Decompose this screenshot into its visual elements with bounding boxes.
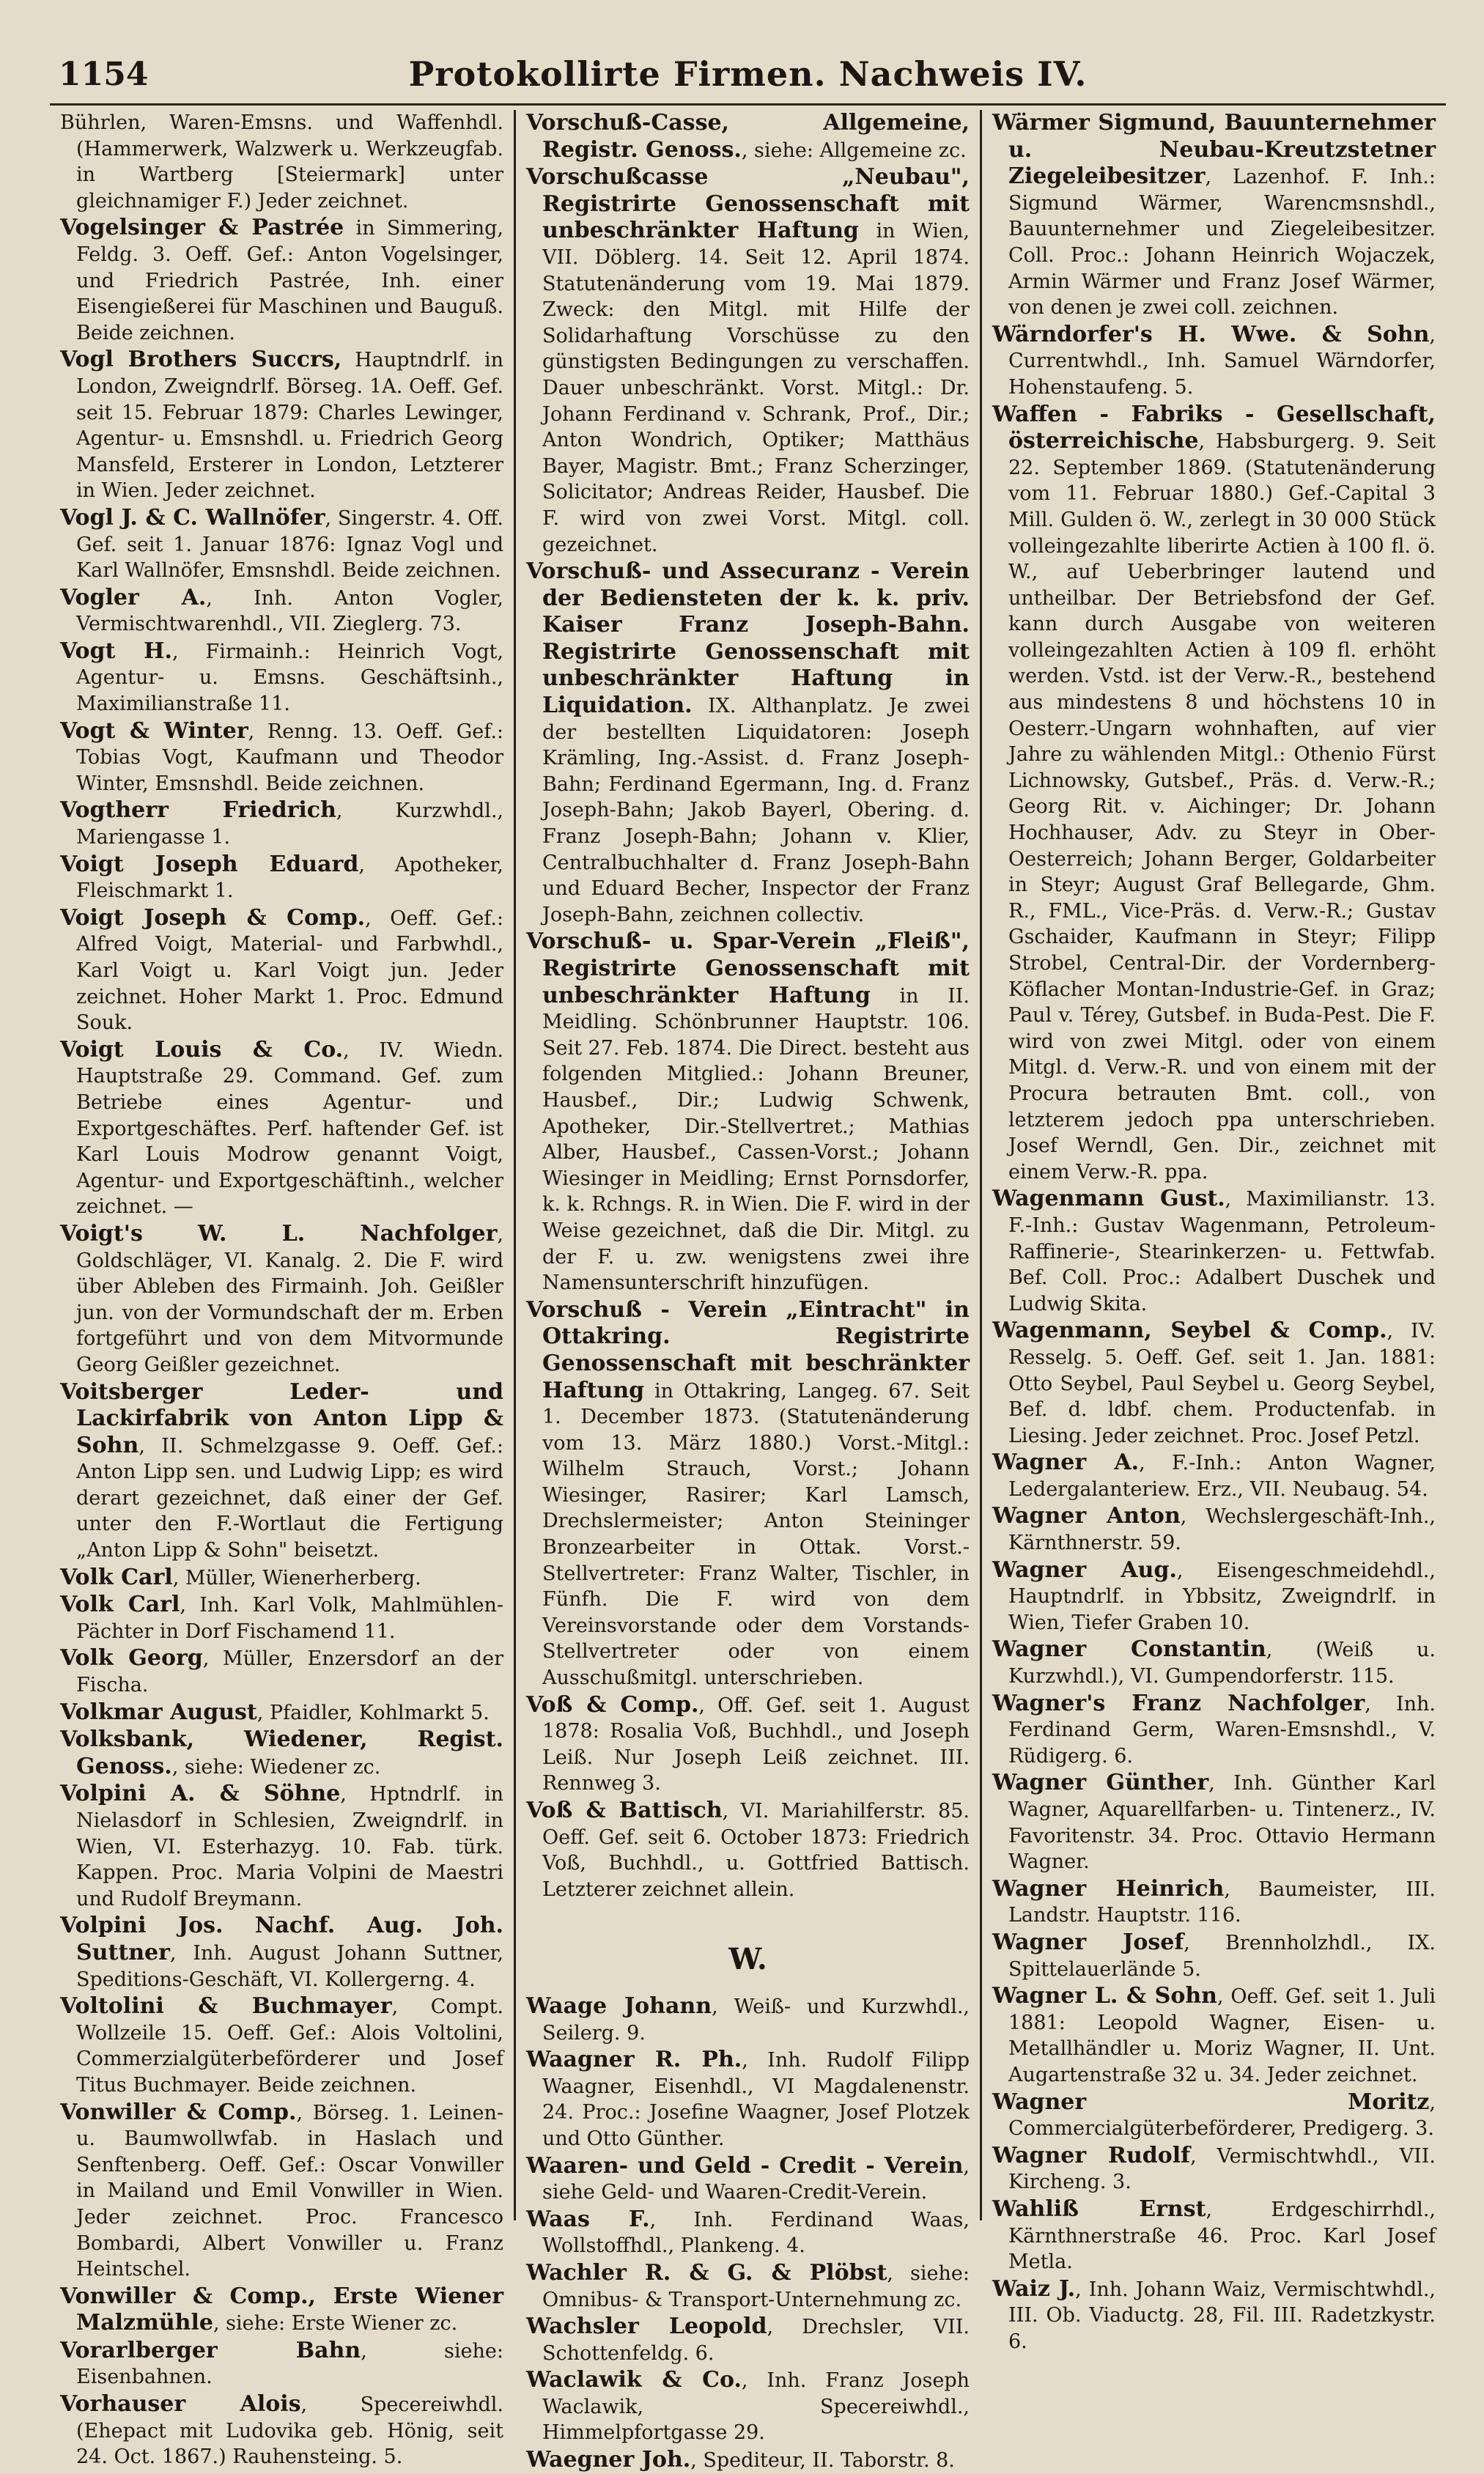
entry-details: , Maximilianstr. 13. F.-Inh.: Gustav Wagenmann, Petroleum-Raffinerie-, Stearinkerzen- u. Fettwfab. Bef. Coll. Proc.: Adalbert Duschek und Ludwig Skita. (1008, 1188, 1436, 1315)
directory-entry (992, 2196, 1436, 2275)
entry-details: , siehe Geld- und Waaren-Credit-Verein. (542, 2154, 970, 2204)
firm-name: Vorarlberger Bahn (60, 2337, 361, 2363)
entry-details: , II. Schmelzgasse 9. Oeff. Gef.: Anton Lipp sen. und Ludwig Lipp; es wird derart gezeichnet, daß einer der Gef. unter den F.-Wortlaut die Fertigung „Anton Lipp & Sohn" beisetzt. (76, 1434, 503, 1562)
entry-details: Bührlen, Waren-Emsns. und Waffenhdl. (Hammerwerk, Walzwerk u. Werkzeugfab. in Wartberg [Steiermark] unter gleichnamiger F.) Jeder zeichnet. (60, 111, 503, 213)
entry-details: , Inh. Karl Volk, Mahlmühlen-Pächter in Dorf Fischamend 11. (76, 1594, 503, 1643)
firm-name: Wagner Rudolf (992, 2142, 1191, 2168)
firm-name: Volpini A. & Söhne (60, 1781, 341, 1807)
columns (50, 110, 1446, 2473)
directory-entry (60, 2338, 503, 2390)
entry-details: , Lazenhof. F. Inh.: Sigmund Wärmer, Warencmsnshdl., Bauunternehmer und Ziegeleibesitzer. Coll. Proc.: Johann Heinrich Wojaczek, Armin Wärmer und Franz Josef Wärmer, von denen je zwei coll. zeichnen. (1008, 166, 1436, 320)
firm-name: Volksbank, Wiedener, Regist. Genoss. (60, 1727, 503, 1779)
directory-entry (60, 1993, 503, 2098)
entry-details: , siehe: Omnibus- & Transport-Unternehmung zc. (542, 2261, 970, 2311)
firm-name: Wahliß Ernst (992, 2196, 1206, 2222)
entry-details: , Weiß- und Kurzwhdl., Seilerg. 9. (542, 1995, 970, 2045)
page-header (50, 51, 1446, 110)
directory-entry (60, 1565, 503, 1592)
entry-details: , Habsburgerg. 9. Seit 22. September 1869. (Statutenänderung vom 11. Februar 1880.) Gef.-Capital 3 Mill. Gulden ö. W., zerlegt in 30 000 Stück volleingezahlte liberirte Actien à 100 fl. ö. W., auf Ueberbringer lautend und untheilbar. Der Betriebsfond der Gef. kann durch Ausgabe von weiteren volleingezahlten Actien à 109 fl. erhöht werden. Vstd. ist der Verw.-R., bestehend aus mindestens 8 und höchstens 10 in Oesterr.-Ungarn wohnhaften, auf vier Jahre zu wählenden Mitgl.: Othenio Fürst Lichnowsky, Gutsbef., Präs. d. Verw.-R.; Georg Rit. v. Aichinger; Dr. Johann Hochhauser, Adv. zu Steyr in Ober-Oesterreich; Johann Berger, Goldarbeiter in Steyr; August Graf Bellegarde, Ghm. R., FML., Vice-Präs. d. Verw.-R.; Gustav Gschaider, Kaufmann in Steyr; Filipp Strobel, Central-Dir. der Vordernberg-Köflacher Montan-Industrie-Gef. in Graz; Paul v. Térey, Gutsbef. in Buda-Pest. Die F. wird von zwei Mitgl. oder von einem Mitgl. d. Verw.-R. und von einem mit der Procura betrauten Bmt. coll., von letzterem jedoch ppa unterschrieben. Josef Werndl, Gen. Dir., zeichnet mit einem Verw.-R. ppa. (1008, 430, 1436, 1184)
directory-entry (992, 1770, 1436, 1875)
entry-details: Hauptndrlf. in London, Zweigndrlf. Börseg. 1A. Oeff. Gef. seit 15. Februar 1879: Charles Lewinger, Agentur- u. Emsnshdl. u. Friedrich Georg Mansfeld, Ersterer in London, Letzterer in Wien. Jeder zeichnet. (76, 349, 503, 503)
directory-entry (60, 2283, 503, 2337)
entry-details: IX. Althanplatz. Je zwei der bestellten Liquidatoren: Joseph Krämling, Ing.-Assist. d. Franz Joseph-Bahn; Ferdinand Egermann, Ing. d. Franz Joseph-Bahn; Jakob Bayerl, Obering. d. Franz Joseph-Bahn; Johann v. Klier, Centralbuchhalter d. Franz Joseph-Bahn und Eduard Becher, Inspector der Franz Joseph-Bahn, zeichnen collectiv. (542, 695, 970, 926)
directory-entry (992, 2143, 1436, 2196)
entry-details: , Currentwhdl., Inh. Samuel Wärndorfer, Hohenstaufeng. 5. (1008, 323, 1436, 399)
firm-name: Voigt Louis & Co. (60, 1036, 344, 1063)
directory-entry (60, 2391, 503, 2470)
entry-details: , Inh. Anton Vogler, Vermischtwarenhdl., VII. Zieglerg. 73. (76, 586, 504, 636)
firm-name: Waiz J. (992, 2275, 1076, 2302)
firm-name: Volk Carl (60, 1592, 180, 1618)
directory-entry (60, 1727, 503, 1780)
firm-name: Wagenmann Gust. (992, 1186, 1225, 1212)
directory-entry (526, 2260, 970, 2313)
running-title: Protokollirte Firmen. Nachweis IV. (408, 54, 1088, 94)
entry-details: , Wechslergeschäft-Inh., Kärnthnerstr. 59. (1008, 1505, 1436, 1555)
firm-name: Waaren- und Geld - Credit - Verein (526, 2152, 964, 2179)
firm-name: Wagner Constantin (992, 1636, 1266, 1663)
entry-details: , Vermischtwhdl., VII. Kircheng. 3. (1008, 2144, 1436, 2194)
directory-entry (992, 1983, 1436, 2088)
entry-details: , Spediteur, II. Taborstr. 8. (690, 2449, 955, 2473)
firm-name: Wagner Heinrich (992, 1875, 1225, 1902)
directory-entry (60, 2100, 503, 2283)
firm-name: Waffen - Fabriks - Gesellschaft, österreichische (992, 401, 1436, 454)
firm-name: Wachler R. & G. & Plöbst (526, 2259, 887, 2286)
firm-name: Volk Carl (60, 1564, 173, 1590)
entry-details: , Baumeister, III. Landstr. Hauptstr. 116. (1008, 1877, 1436, 1927)
directory-entry (60, 1221, 503, 1378)
directory-entry (60, 905, 503, 1036)
entry-details: , siehe: Erste Wiener zc. (213, 2312, 458, 2335)
directory-entry (526, 164, 970, 558)
firm-name: Volpini Jos. Nachf. Aug. Joh. Suttner (60, 1913, 503, 1965)
firm-name: Voltolini & Buchmayer (60, 1993, 392, 2020)
firm-name: Wärmer Sigmund, Bauunternehmer u. Neubau-Kreutzstetner Ziegeleibesitzer (992, 110, 1436, 190)
entry-details: , Inh. Ferdinand Germ, Waren-Emsnshdl., V. Rüdigerg. 6. (1008, 1692, 1436, 1768)
entry-details: , IV. Resselg. 5. Oeff. Gef. seit 1. Jan. 1881: Otto Seybel, Paul Seybel u. Georg Seybel, Bef. d. ldbf. chem. Productenfab. in Liesing. Jeder zeichnet. Proc. Josef Petzl. (1008, 1320, 1436, 1447)
directory-entry (526, 1993, 970, 2046)
entry-details: , Inh. Johann Waiz, Vermischtwhdl., III. Ob. Viaductg. 28, Fil. III. Radetzkystr. 6. (1008, 2278, 1436, 2353)
entry-details: , Kurzwhdl., Mariengasse 1. (76, 800, 503, 849)
entry-details: , Renng. 13. Oeff. Gef.: Tobias Vogt, Kaufmann und Theodor Winter, Emsnshdl. Beide zeichnen. (76, 720, 503, 795)
firm-name: Vogl J. & C. Wallnöfer (60, 504, 325, 531)
directory-entry (60, 718, 503, 797)
directory-entry (60, 1781, 503, 1912)
entry-details: , Inh. Rudolf Filipp Waagner, Eisenhdl., VI Magdalenenstr. 24. Proc.: Josefine Waagner, Josef Plotzek und Otto Günther. (542, 2049, 970, 2150)
entry-details: , siehe: Eisenbahnen. (76, 2339, 503, 2389)
directory-entry (526, 2367, 970, 2446)
firm-name: Voigt Joseph Eduard (60, 851, 359, 877)
entry-details: , Drechsler, VII. Schottenfeldg. 6. (542, 2316, 970, 2365)
directory-entry (526, 1798, 970, 1902)
firm-name: Voß & Comp. (526, 1691, 699, 1718)
firm-name: Wagner Aug. (992, 1557, 1177, 1583)
entry-details: , Compt. Wollzeile 15. Oeff. Gef.: Alois Voltolini, Commerzialgüterbeförderer und Josef Titus Buchmayer. Beide zeichnen. (76, 1995, 503, 2097)
entry-details: in Ottakring, Langeg. 67. Seit 1. December 1873. (Statutenänderung vom 13. März 1880.) Vorst.-Mitgl.: Wilhelm Strauch, Vorst.; Johann Wiesinger, Rasirer; Karl Lamsch, Drechslermeister; Anton Steininger Bronzearbeiter in Ottak. Vorst.-Stellvertreter: Franz Walter, Tischler, in Fünfh. Die F. wird von dem Vereinsvorstande oder dem Vorstands-Stellvertreter oder von einem Ausschußmitgl. unterschrieben. (542, 1379, 970, 1690)
entry-details: , siehe: Allgemeine zc. (741, 139, 967, 162)
firm-name: Waage Johann (526, 1993, 712, 2019)
directory-entry (992, 1636, 1436, 1689)
directory-entry (526, 2207, 970, 2259)
firm-name: Waegner Joh. (526, 2447, 691, 2473)
entry-details: , Off. Gef. seit 1. August 1878: Rosalia Voß, Buchhdl., und Joseph Leiß. Nur Joseph Leiß zeichnet. III. Rennweg 3. (542, 1694, 970, 1795)
firm-name: Voigt Joseph & Comp. (60, 904, 366, 931)
firm-name: Wagner A. (992, 1450, 1140, 1476)
entry-details: , siehe: Wiedener zc. (171, 1755, 381, 1779)
directory-entry (526, 2047, 970, 2152)
firm-name: Waagner R. Ph. (526, 2047, 742, 2073)
entry-details: in Simmering, Feldg. 3. Oeff. Gef.: Anton Vogelsinger, und Friedrich Pastrée, Inh. einer Eisengießerei für Maschinen und Bauguß. Beide zeichnen. (76, 217, 503, 344)
directory-entry (526, 110, 970, 163)
directory-entry (992, 2089, 1436, 2142)
entry-details: in Wien, VII. Döblerg. 14. Seit 12. April 1874. Statutenänderung vom 19. Mai 1879. Zweck: den Mitgl. mit Hilfe der Solidarhaftung Vorschüsse zu den günstigsten Bedingungen zu verschaffen. Dauer unbeschränkt. Vorst. Mitgl.: Dr. Johann Ferdinand v. Schrank, Prof., Dir.; Anton Wondrich, Optiker; Matthäus Bayer, Magistr. Bmt.; Franz Scherzinger, Solicitator; Andreas Reider, Hausbef. Die F. wird von zwei Vorst. Mitgl. coll. gezeichnet. (542, 220, 970, 556)
directory-entry (60, 1592, 503, 1644)
directory-entry (992, 1876, 1436, 1929)
directory-entry (992, 1557, 1436, 1636)
entry-details: , Inh. August Johann Suttner, Speditions-Geschäft, VI. Kollergerng. 4. (76, 1941, 503, 1991)
entry-details: , IV. Wiedn. Hauptstraße 29. Command. Gef. zum Betriebe eines Agentur- und Exportgeschäftes. Perf. haftender Gef. ist Karl Louis Modrow genannt Voigt, Agentur- und Exportgeschäftinh., welcher zeichnet. — (76, 1038, 504, 1219)
firm-name: Vorschußcasse „Neubau", Registrirte Genossenschaft mit unbeschränkter Haftung (526, 164, 970, 244)
directory-entry (992, 1691, 1436, 1770)
entry-details: , Erdgeschirrhdl., Kärnthnerstraße 46. Proc. Karl Josef Metla. (1008, 2198, 1436, 2274)
entry-details: , Oeff. Gef.: Alfred Voigt, Material- und Farbwhdl., Karl Voigt u. Karl Voigt jun. Jeder zeichnet. Hoher Markt 1. Proc. Edmund Souk. (76, 906, 504, 1035)
entry-details: , VI. Mariahilferstr. 85. Oeff. Gef. seit 6. October 1873: Friedrich Voß, Buchhdl., u. Gottfried Battisch. Letzterer zeichnet allein. (542, 1800, 970, 1901)
entry-details: , Müller, Enzersdorf an der Fischa. (76, 1647, 503, 1697)
entry-details: , Inh. Ferdinand Waas, Wollstoffhdl., Plankeng. 4. (542, 2208, 970, 2258)
column-3 (980, 110, 1446, 2353)
firm-name: Vogler A. (60, 584, 207, 610)
entry-details: , Hptndrlf. in Nielasdorf in Schlesien, Zweigndrlf. in Wien, VI. Esterhazyg. 10. Fab. türk. Kappen. Proc. Maria Volpini de Maestri und Rudolf Breymann. (76, 1783, 503, 1910)
directory-entry (526, 2153, 970, 2206)
directory-entry (526, 2447, 970, 2474)
firm-name: Vorschuß- und Assecuranz - Verein der Bediensteten der k. k. priv. Kaiser Franz Joseph-Bahn. Registrirte Genossenschaft mit unbeschränkter Haftung in Liquidation. (526, 558, 970, 719)
firm-name: Vogt H. (60, 638, 172, 664)
entry-details: , Pfaidler, Kohlmarkt 5. (256, 1701, 490, 1724)
firm-name: Vorschuß - Verein „Eintracht" in Ottakring. Registrirte Genossenschaft mit beschränkter Haftung (526, 1296, 970, 1403)
page-number: 1154 (59, 56, 149, 93)
directory-entry (60, 797, 503, 850)
entry-details: , Brennholzhdl., IX. Spittelauerlände 5. (1008, 1931, 1436, 1981)
firm-name: Vonwiller & Comp., Erste Wiener Malzmühle (60, 2283, 503, 2336)
firm-name: Wagner Günther (992, 1770, 1209, 1796)
entry-details: , Firmainh.: Heinrich Vogt, Agentur- u. Emsns. Geschäftsinh., Maximilianstraße 11. (76, 640, 503, 716)
directory-entry (60, 852, 503, 904)
directory-entry (60, 1037, 503, 1220)
firm-name: Vorschuß-Casse, Allgemeine, Registr. Genoss. (526, 110, 970, 163)
entry-details: , Börseg. 1. Leinen- u. Baumwollwfab. in Haslach und Senftenberg. Oeff. Gef.: Oscar Vonwiller in Mailand und Emil Vonwiller in Wien. Jeder zeichnet. Proc. Francesco Bombardi, Albert Vonwiller u. Franz Heintschel. (76, 2101, 504, 2281)
firm-name: Vogl Brothers Succrs, (60, 347, 342, 373)
firm-name: Vorhauser Alois (60, 2391, 301, 2418)
directory-entry (526, 1692, 970, 1797)
directory-entry (526, 1297, 970, 1691)
entry-details: , Goldschläger, VI. Kanalg. 2. Die F. wird über Ableben des Firmainh. Joh. Geißler jun. von der Vormundschaft der m. Erben fortgeführt und von dem Mitvormunde Georg Geißler gezeichnet. (76, 1222, 503, 1376)
entry-details: , Inh. Günther Karl Wagner, Aquarellfarben- u. Tintenerz., IV. Favoritenstr. 34. Proc. Ottavio Hermann Wagner. (1008, 1772, 1436, 1874)
directory-entry (60, 638, 503, 717)
section-letter: W. (728, 1942, 767, 1977)
directory-entry (60, 1699, 503, 1727)
directory-entry (60, 1379, 503, 1564)
entry-details: , (Weiß u. Kurzwhdl.), VI. Gumpendorferstr. 115. (1008, 1639, 1436, 1688)
entry-details: , Müller, Wienerherberg. (172, 1566, 421, 1589)
directory-entry (526, 928, 970, 1296)
directory-entry (60, 347, 503, 504)
firm-name: Volk Georg (60, 1645, 203, 1672)
directory-entry (60, 110, 503, 214)
entry-details: , Inh. Franz Joseph Waclawik, Specereiwhdl., Himmelpfortgasse 29. (542, 2369, 970, 2445)
entry-details: , Oeff. Gef. seit 1. Juli 1881: Leopold Wagner, Eisen- u. Metallhändler u. Moriz Wagner, II. Unt. Augartenstraße 32 u. 34. Jeder zeichnet. (1008, 1985, 1436, 2086)
firm-name: Voß & Battisch (526, 1798, 723, 1823)
firm-name: Wagner Josef (992, 1929, 1184, 1955)
firm-name: Vorschuß- u. Spar-Verein „Fleiß", Registrirte Genossenschaft mit unbeschränkter Haftung (526, 928, 970, 1008)
entry-details: , Singerstr. 4. Off. Gef. seit 1. Januar 1876: Ignaz Vogl und Karl Wallnöfer, Emsnshdl. Beide zeichnen. (76, 506, 503, 583)
firm-name: Vogelsinger & Pastrée (60, 215, 344, 241)
firm-name: Wagner's Franz Nachfolger (992, 1690, 1365, 1716)
entry-details: in II. Meidling. Schönbrunner Hauptstr. 106. Seit 27. Feb. 1874. Die Direct. besteht aus folgenden Mitglied.: Johann Breuner, Hausbef., Dir.; Ludwig Schwenk, Apotheker, Dir.-Stellvertret.; Mathias Alber, Hausbef., Cassen-Vorst.; Johann Wiesinger in Meidling; Ernst Pornsdorfer, k. k. Rchngs. R. in Wien. Die F. wird in der Weise gezeichnet, daß die Dir. Mitgl. zu der F. u. zw. wenigstens zwei ihre Namensunterschrift hinzufügen. (542, 984, 970, 1295)
entry-details: , Apotheker, Fleischmarkt 1. (76, 853, 503, 903)
firm-name: Volkmar August (60, 1699, 257, 1725)
directory-entry (992, 1503, 1436, 1556)
firm-name: Wagner L. & Sohn (992, 1983, 1217, 2009)
directory-entry (992, 322, 1436, 401)
firm-name: Waclawik & Co. (526, 2367, 742, 2393)
firm-name: Vogt & Winter (60, 717, 248, 744)
directory-entry (992, 402, 1436, 1186)
entry-details: , Specereiwhdl. (Ehepact mit Ludovika geb. Hönig, seit 24. Oct. 1867.) Rauhensteing. 5. (76, 2393, 503, 2469)
directory-entry (992, 1318, 1436, 1449)
directory-entry (526, 558, 970, 928)
directory-entry (60, 1913, 503, 1993)
directory-entry (992, 1186, 1436, 1317)
entry-details: , Eisengeschmeidehdl., Hauptndrlf. in Ybbsitz, Zweigndrlf. in Wien, Tiefer Graben 10. (1008, 1559, 1436, 1634)
firm-name: Wagner Anton (992, 1503, 1181, 1529)
firm-name: Vonwiller & Comp. (60, 2099, 297, 2125)
firm-name: Vogtherr Friedrich (60, 797, 336, 824)
firm-name: Wachsler Leopold (526, 2314, 767, 2340)
header-rule (50, 103, 1446, 106)
firm-name: Waas F. (526, 2206, 650, 2232)
directory-entry (526, 2314, 970, 2366)
firm-name: Wagner Moritz (992, 2089, 1430, 2115)
directory-entry (60, 585, 503, 638)
firm-name: Wärndorfer's H. Wwe. & Sohn (992, 321, 1430, 347)
column-1 (50, 110, 514, 2469)
directory-entry (60, 215, 503, 346)
firm-name: Wagenmann, Seybel & Comp. (992, 1318, 1387, 1344)
firm-name: Voigt's W. L. Nachfolger (60, 1220, 498, 1247)
column-2 (514, 110, 980, 2473)
directory-entry (992, 1450, 1436, 1502)
directory-entry (60, 505, 503, 584)
directory-entry (992, 2276, 1436, 2355)
directory-entry (60, 1645, 503, 1698)
directory-entry (992, 1930, 1436, 1982)
directory-entry (992, 110, 1436, 321)
entry-details: , F.-Inh.: Anton Wagner, Ledergalanteriew. Erz., VII. Neubaug. 54. (1008, 1452, 1436, 1501)
entry-details: , Commercialgüterbeförderer, Predigerg. 3. (1008, 2091, 1436, 2141)
firm-name: Voitsberger Leder- und Lackirfabrik von Anton Lipp & Sohn (60, 1378, 503, 1458)
